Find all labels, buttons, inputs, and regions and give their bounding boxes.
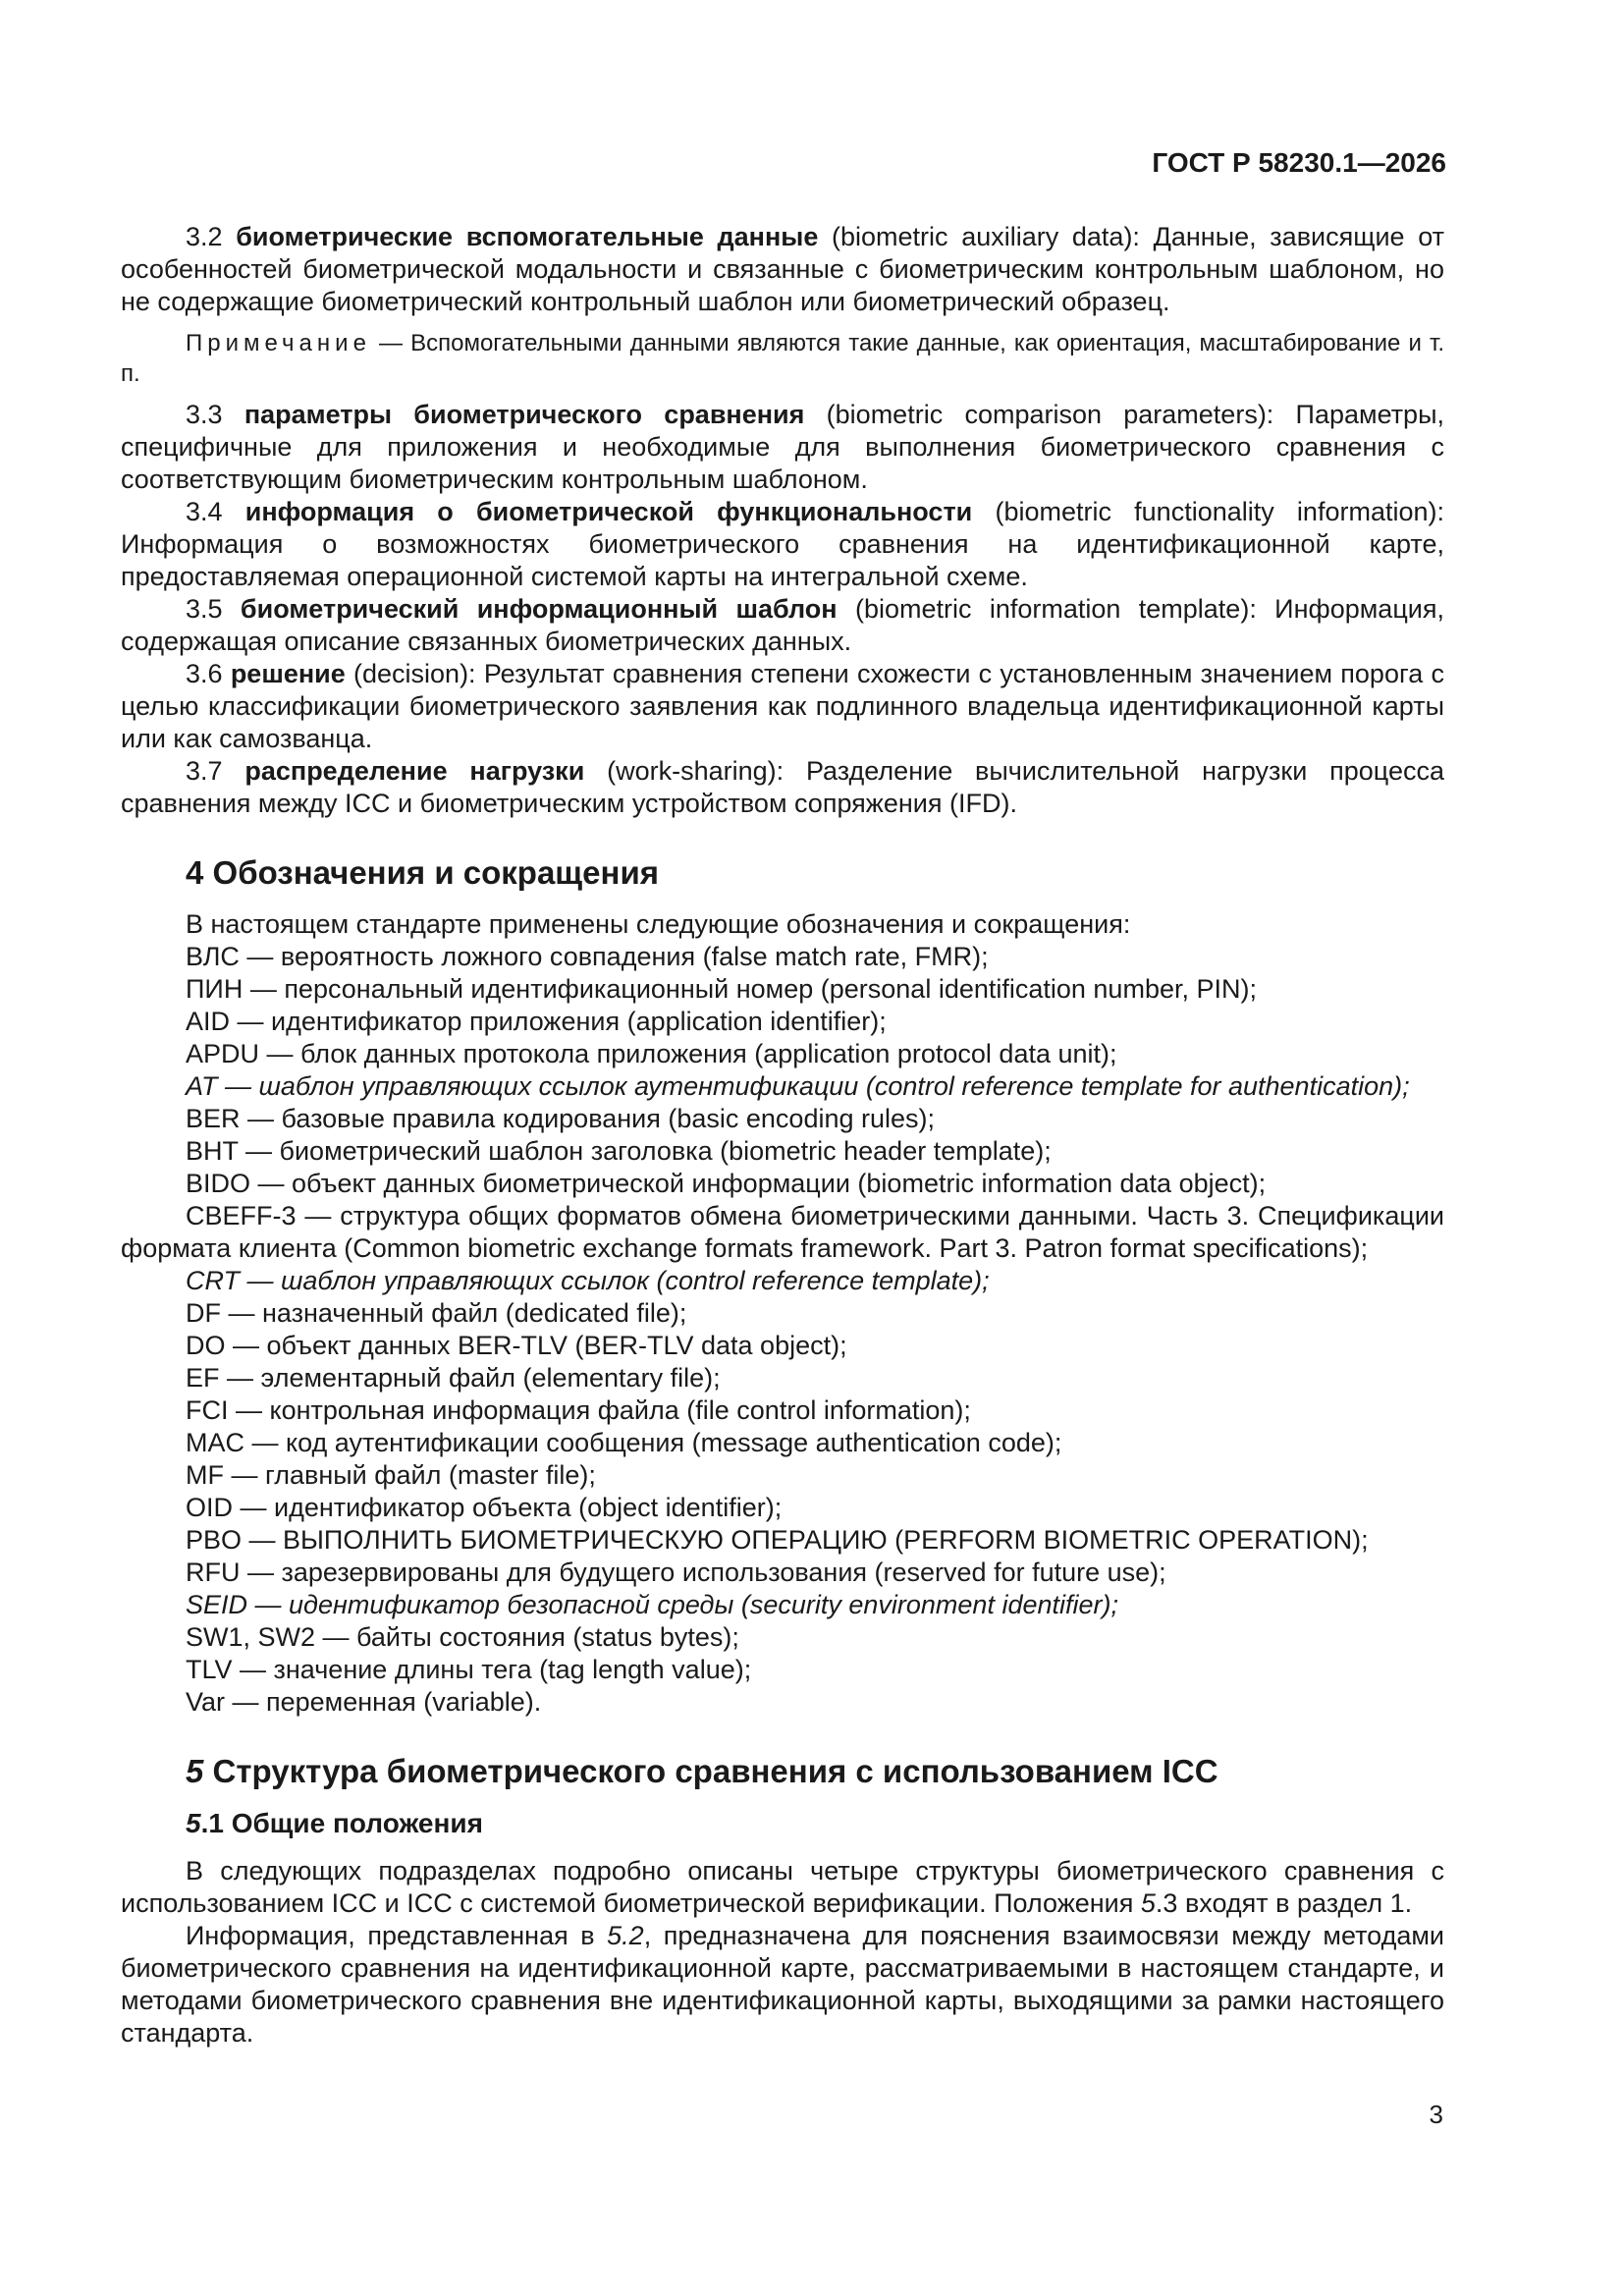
- definition-3-5: [121, 593, 1444, 658]
- list-item: ПИН — персональный идентификационный номер (personal identification number, PIN);: [186, 974, 1257, 1004]
- subsection-5-1-title: .1 Общие положения: [200, 1808, 483, 1838]
- list-item: EF — элементарный файл (elementary file);: [186, 1363, 721, 1393]
- subsection-5-1-number: 5: [186, 1808, 201, 1838]
- definition-text: (biometric information template): Информация, содержащая описание связанных биометрических данных.: [121, 594, 1444, 656]
- note-label: Примечание: [186, 330, 371, 356]
- abbreviations-list: [121, 908, 1444, 1719]
- definition-text: (work-sharing): Разделение вычислительной нагрузки процесса сравнения между ICC и биометрическим устройством сопряжения (IFD).: [121, 756, 1444, 818]
- definition-3-2: [121, 221, 1444, 318]
- page-content: [121, 221, 1444, 2050]
- section-5-paragraph-1: [121, 1855, 1444, 1920]
- section-5-paragraph-2: [121, 1920, 1444, 2050]
- list-item: RFU — зарезервированы для будущего использования (reserved for future use);: [186, 1558, 1166, 1587]
- list-item: Var — переменная (variable).: [186, 1687, 542, 1717]
- list-item: CRT — шаблон управляющих ссылок (control reference template);: [186, 1266, 990, 1295]
- note-text: — Вспомогательными данными являются такие данные, как ориентация, масштабирование и т. п.: [121, 330, 1444, 387]
- list-item: APDU — блок данных протокола приложения (application protocol data unit);: [186, 1039, 1117, 1068]
- definition-text: (biometric functionality information): Информация о возможностях биометрического сравнения на идентификационной карте, предоставляемая операционной системой карты на интегральной схеме.: [121, 497, 1444, 591]
- list-item: AID — идентификатор приложения (application identifier);: [186, 1007, 887, 1036]
- section-reference: 5: [1140, 1888, 1156, 1918]
- list-item: AT — шаблон управляющих ссылок аутентификации (control reference template for authentication);: [186, 1071, 1410, 1101]
- section-5-number: 5: [186, 1753, 204, 1789]
- page-number: 3: [1429, 2100, 1443, 2129]
- paragraph-text: Информация, представленная в: [186, 1921, 608, 1950]
- definition-term: решение: [230, 659, 346, 688]
- list-item: DF — назначенный файл (dedicated file);: [186, 1298, 687, 1328]
- paragraph-text: , предназначена для пояснения взаимосвязи между методами биометрического сравнения на идентификационной карте, рассматриваемыми в настоящем стандарте, и методами биометрического сравнения вне идентификационной карты, выходящими за рамки настоящего стандарта.: [121, 1921, 1444, 2048]
- definition-term: параметры биометрического сравнения: [243, 400, 805, 429]
- definition-number: 3.3: [186, 400, 223, 429]
- section-5-title: Структура биометрического сравнения с использованием ICC: [203, 1753, 1218, 1789]
- list-item: SEID — идентификатор безопасной среды (security environment identifier);: [186, 1590, 1118, 1619]
- list-item: BHT — биометрический шаблон заголовка (biometric header template);: [186, 1136, 1052, 1166]
- list-item: CBEFF-3 — структура общих форматов обмена биометрическими данными. Часть 3. Спецификации формата клиента (Common biometric exchange formats framework. Part 3. Patron format specifications);: [121, 1201, 1444, 1263]
- section-reference: 5.2: [607, 1921, 644, 1950]
- subsection-5-1-heading: [186, 1807, 1444, 1839]
- definition-number: 3.6: [186, 659, 223, 688]
- definition-text: (biometric auxiliary data): Данные, зависящие от особенностей биометрической модальности и связанные с биометрическим контрольным шаблоном, но не содержащие биометрический контрольный шаблон или биометрический образец.: [121, 222, 1444, 316]
- abbreviations-intro: В настоящем стандарте применены следующие обозначения и сокращения:: [186, 909, 1131, 939]
- definition-text: (decision): Результат сравнения степени схожести с установленным значением порога с целью классификации биометрического заявления как подлинного владельца идентификационной карты или как самозванца.: [121, 659, 1444, 753]
- list-item: DO — объект данных BER-TLV (BER-TLV data object);: [186, 1331, 847, 1360]
- definition-term: биометрический информационный шаблон: [240, 594, 838, 624]
- definition-term: распределение нагрузки: [244, 756, 585, 786]
- definition-3-3: [121, 399, 1444, 496]
- list-item: FCI — контрольная информация файла (file control information);: [186, 1395, 971, 1425]
- definition-text: (biometric comparison parameters): Параметры, специфичные для приложения и необходимые для выполнения биометрического сравнения с соответствующим биометрическим контрольным шаблоном.: [121, 400, 1444, 494]
- definition-term: информация о биометрической функциональности: [244, 497, 973, 526]
- definition-3-4: [121, 496, 1444, 593]
- paragraph-text: В следующих подразделах подробно описаны четыре структуры биометрического сравнения с использованием ICC и ICC с системой биометрической верификации. Положения: [121, 1856, 1444, 1918]
- list-item: BER — базовые правила кодирования (basic encoding rules);: [186, 1104, 936, 1133]
- list-item: TLV — значение длины тега (tag length value);: [186, 1655, 752, 1684]
- definition-number: 3.4: [186, 497, 223, 526]
- list-item: MAC — код аутентификации сообщения (message authentication code);: [186, 1428, 1062, 1457]
- definition-3-7: [121, 755, 1444, 820]
- list-item: SW1, SW2 — байты состояния (status bytes);: [186, 1622, 739, 1652]
- list-item: ВЛС — вероятность ложного совпадения (false match rate, FMR);: [186, 942, 989, 971]
- list-item: MF — главный файл (master file);: [186, 1460, 596, 1490]
- definition-number: 3.7: [186, 756, 223, 786]
- section-5-heading: [186, 1752, 1444, 1791]
- note: [121, 328, 1444, 389]
- list-item: PBO — ВЫПОЛНИТЬ БИОМЕТРИЧЕСКУЮ ОПЕРАЦИЮ (PERFORM BIOMETRIC OPERATION);: [186, 1525, 1369, 1555]
- standard-code-header: ГОСТ Р 58230.1—2026: [1152, 147, 1446, 178]
- definition-term: биометрические вспомогательные данные: [236, 222, 819, 251]
- list-item: BIDO — объект данных биометрической информации (biometric information data object);: [186, 1169, 1267, 1198]
- definition-number: 3.2: [186, 222, 223, 251]
- paragraph-text: .3 входят в раздел 1.: [1155, 1888, 1413, 1918]
- section-4-heading: 4 Обозначения и сокращения: [186, 854, 659, 891]
- list-item: OID — идентификатор объекта (object identifier);: [186, 1493, 783, 1522]
- definition-number: 3.5: [186, 594, 223, 624]
- definition-3-6: [121, 658, 1444, 755]
